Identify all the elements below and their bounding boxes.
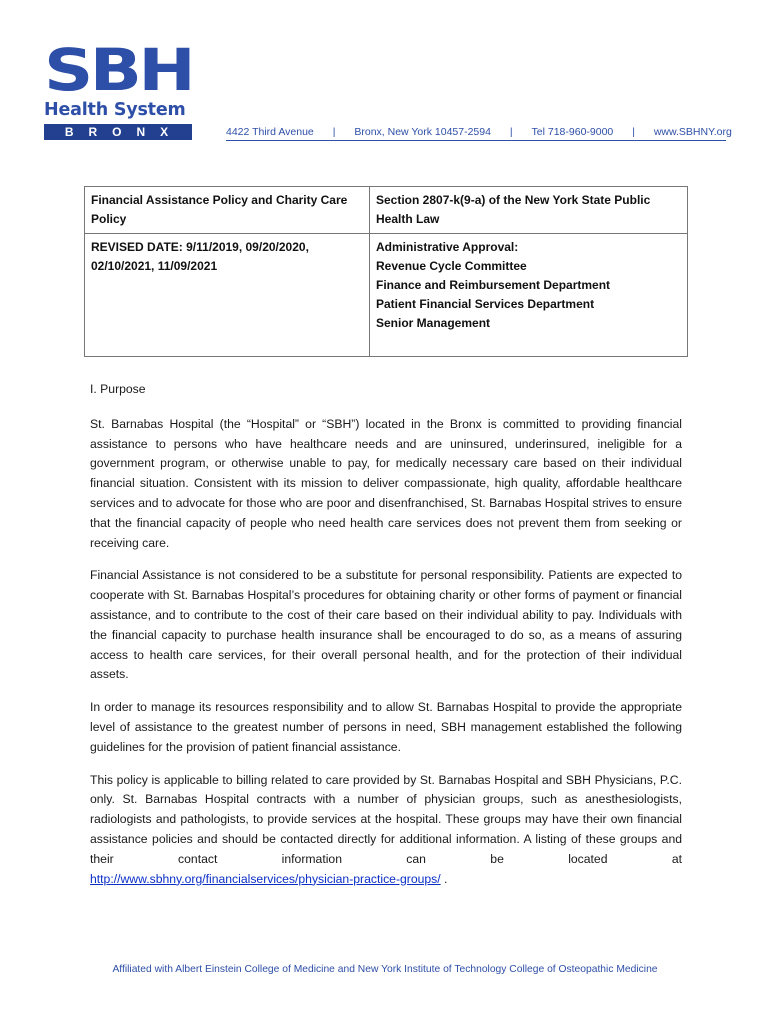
physician-groups-link[interactable]: http://www.sbhny.org/financialservices/physician-practice-groups/: [90, 871, 441, 886]
table-row: [85, 234, 688, 357]
paragraph: [90, 870, 682, 890]
section-heading: I. Purpose: [90, 382, 146, 396]
letterhead-address: [226, 126, 732, 141]
city-address: Bronx, New York 10457-2594: [354, 126, 491, 138]
logo-wordmark: SBH: [44, 36, 193, 104]
logo-bronx-bar: BRONX: [44, 124, 192, 140]
approval-item: Revenue Cycle Committee: [376, 259, 527, 273]
approval-cell: [370, 234, 688, 357]
separator: |: [509, 126, 513, 138]
approval-item: Finance and Reimbursement Department: [376, 278, 611, 292]
website[interactable]: www.SBHNY.org: [653, 126, 732, 138]
separator: |: [632, 126, 635, 138]
section-cell: Section 2807-k(9-a) of the New York State Public Health Law: [370, 187, 688, 234]
link-trailing-text: .: [440, 871, 448, 886]
approval-item: Patient Financial Services Department: [376, 297, 595, 311]
telephone: Tel 718-960-9000: [531, 126, 614, 138]
paragraph: Financial Assistance is not considered to be a substitute for personal responsibility. Patients are expected to cooperate with St. Barnabas Hospital’s procedures for obtaining charity or other forms of payment or financial assistance, and to contribute to the cost of their care based on their individual ability to pay. Individuals with the financial capacity to purchase health insurance shall be encouraged to do so, as a means of assuring access to health care services, for their overall personal health, and for the protection of their individual assets.: [90, 568, 682, 682]
sbh-logo: [44, 36, 194, 140]
separator: |: [332, 126, 336, 138]
revised-date-cell: REVISED DATE: 9/11/2019, 09/20/2020, 02/10/2021, 11/09/2021: [85, 234, 370, 357]
paragraph-text: This policy is applicable to billing related to care provided by St. Barnabas Hospital and SBH Physicians, P.C. only. St. Barnabas Hospital contracts with a number of physician groups, such as anesthesiologists, radiologists and pathologists, to provide services at the hospital. These groups may have their own financial assistance policies and should be contacted directly for additional information. A listing of these groups and their contact information can be located at: [90, 772, 682, 866]
paragraph: St. Barnabas Hospital (the “Hospital” or “SBH”) located in the Bronx is committed to providing financial assistance to persons who have healthcare needs and are uninsured, underinsured, ineligible for a government program, or otherwise unable to pay, for medically necessary care based on their individual financial situation. Consistent with its mission to deliver compassionate, high quality, affordable healthcare services and to advocate for those who are poor and disenfranchised, St. Barnabas Hospital strives to ensure that the financial capacity of people who need health care services does not prevent them from seeking or receiving care.: [90, 416, 682, 550]
policy-info-table: [84, 186, 688, 357]
paragraph: In order to manage its resources responsibility and to allow St. Barnabas Hospital to provide the appropriate level of assistance to the greatest number of persons in need, SBH management established the following guidelines for the provision of patient financial assistance.: [90, 700, 682, 754]
approval-item: Senior Management: [376, 316, 491, 330]
policy-title-cell: Financial Assistance Policy and Charity Care Policy: [85, 187, 370, 234]
table-row: [85, 187, 688, 234]
logo-health-system: Health System: [44, 100, 186, 120]
footer-affiliation: Affiliated with Albert Einstein College of Medicine and New York Institute of Technology College of Osteopathic Medicine: [112, 964, 658, 975]
approval-heading: Administrative Approval:: [376, 240, 519, 254]
street-address: 4422 Third Avenue: [226, 126, 314, 138]
document-body: [90, 380, 682, 902]
paragraph: [90, 771, 682, 870]
